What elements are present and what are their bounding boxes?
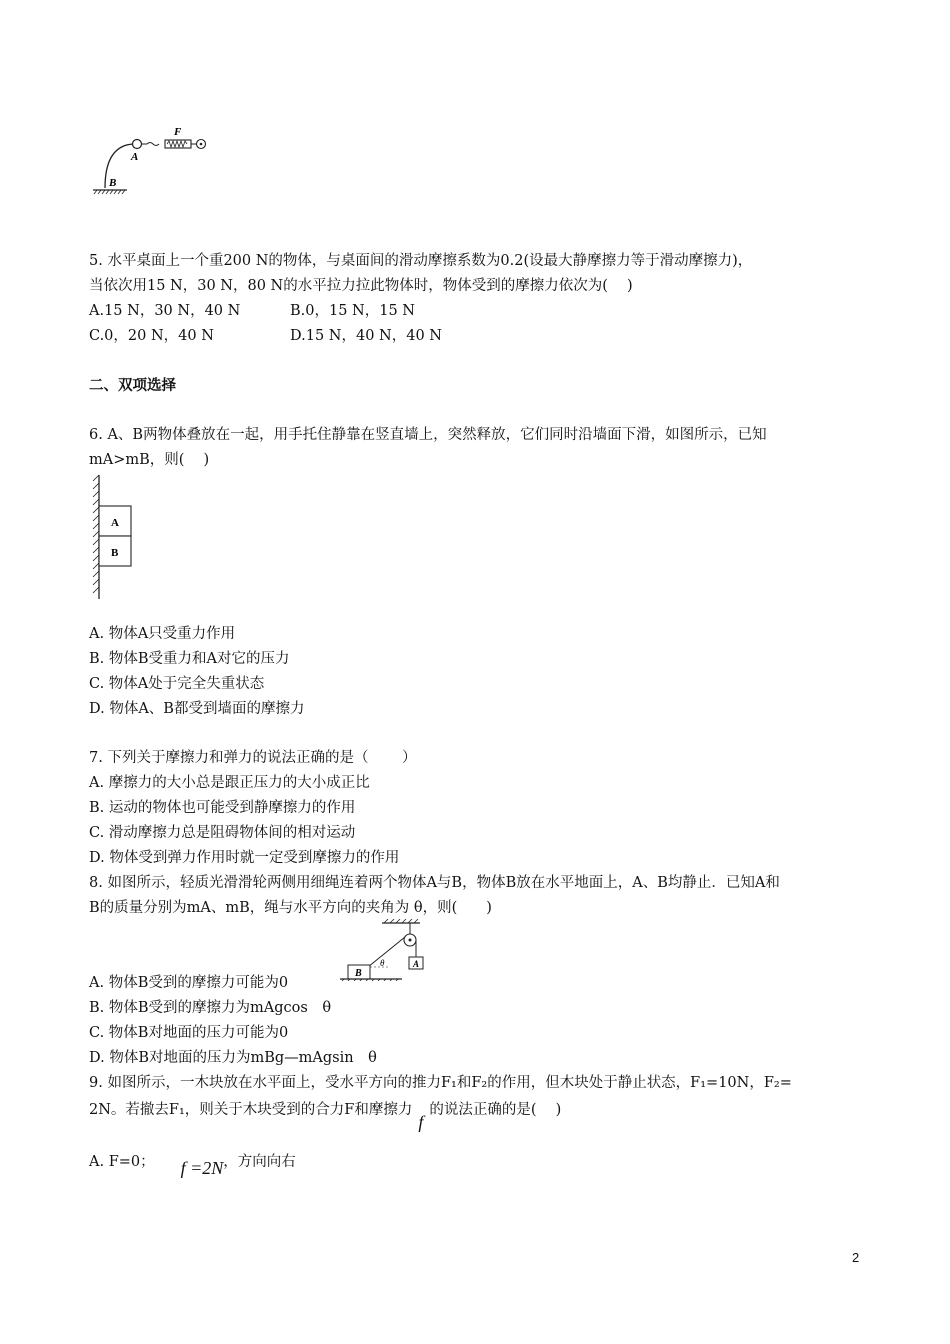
q6-option-d: D. 物体A、B都受到墙面的摩擦力 [89,701,305,717]
q8-option-c: C. 物体B对地面的压力可能为0 [89,1025,289,1041]
section-heading: 二、双项选择 [89,378,176,394]
q8-option-b: B. 物体B受到的摩擦力为mAgcos θ [89,1000,332,1016]
q5-option-b: B.0，15 N，15 N [290,303,415,319]
q6-stem-line2: mA>mB，则( ) [89,452,210,468]
figure-curved-track [85,120,225,200]
q9-stem-line2-part2: 的说法正确的是( ) [429,1102,562,1118]
q6-stem-line1: 6. A、B两物体叠放在一起，用手托住静靠在竖直墙上，突然释放，它们同时沿墙面下滑，如图所示，已知 [89,427,767,443]
q8-stem-line1: 8. 如图所示，轻质光滑滑轮两侧用细绳连着两个物体A与B，物体B放在水平地面上，A、B均静止．已知A和 [89,875,780,891]
q8-option-d: D. 物体B对地面的压力为mBg—mAgsin θ [89,1050,377,1066]
q9-option-a-suffix: ，方向向右 [223,1154,296,1170]
q7-option-d: D. 物体受到弹力作用时就一定受到摩擦力的作用 [89,850,400,866]
fig3-block-a: A [413,959,420,969]
figure-wall-blocks [88,473,138,601]
q6-option-c: C. 物体A处于完全失重状态 [89,676,265,692]
q5-stem-line2: 当依次用15 N，30 N，80 N的水平拉力拉此物体时，物体受到的摩擦力依次为( ) [89,278,633,294]
q7-option-b: B. 运动的物体也可能受到静摩擦力的作用 [89,800,356,816]
q9-stem-line2-part1: 2N。若撤去F₁，则关于木块受到的合力F和摩擦力 [89,1102,413,1118]
page-number: 2 [852,1250,860,1265]
q8-option-a: A. 物体B受到的摩擦力可能为0 [89,975,289,991]
fig1-label-B: B [109,177,117,189]
q5-option-a: A.15 N，30 N，40 N [89,303,241,319]
q9-option-a-prefix: A. F=0； [89,1154,155,1170]
q9-option-a-math: f =2N [180,1158,224,1178]
q9-stem-line2 [89,1098,562,1132]
q7-option-c: C. 滑动摩擦力总是阻碍物体间的相对运动 [89,825,356,841]
fig1-label-A: A [131,151,139,163]
fig2-block-a: A [111,517,119,529]
q5-option-d: D.15 N，40 N，40 N [290,328,442,344]
q7-stem: 7. 下列关于摩擦力和弹力的说法正确的是（ ） [89,750,417,766]
fig1-label-F: F [174,126,182,138]
q5-stem-line1: 5. 水平桌面上一个重200 N的物体，与桌面间的滑动摩擦系数为0.2(设最大静摩擦力等于滑动摩擦力)， [89,253,753,269]
fig3-theta: θ [380,958,385,968]
fig2-block-b: B [111,547,119,559]
q7-option-a: A. 摩擦力的大小总是跟正压力的大小成正比 [89,775,370,791]
q8-stem-line2: B的质量分别为mA、mB，绳与水平方向的夹角为 θ，则( ) [89,900,492,916]
q9-stem-line1: 9. 如图所示，一木块放在水平面上，受水平方向的推力F₁和F₂的作用，但木块处于静止状态，F₁=10N，F₂= [89,1075,792,1091]
fig3-block-b: B [355,968,362,979]
q6-option-b: B. 物体B受重力和A对它的压力 [89,651,290,667]
q6-option-a: A. 物体A只受重力作用 [89,626,236,642]
q9-option-a [89,1150,296,1178]
figure-pulley [340,919,430,981]
q5-option-c: C.0，20 N，40 N [89,328,214,344]
q9-friction-symbol: f [418,1112,424,1132]
